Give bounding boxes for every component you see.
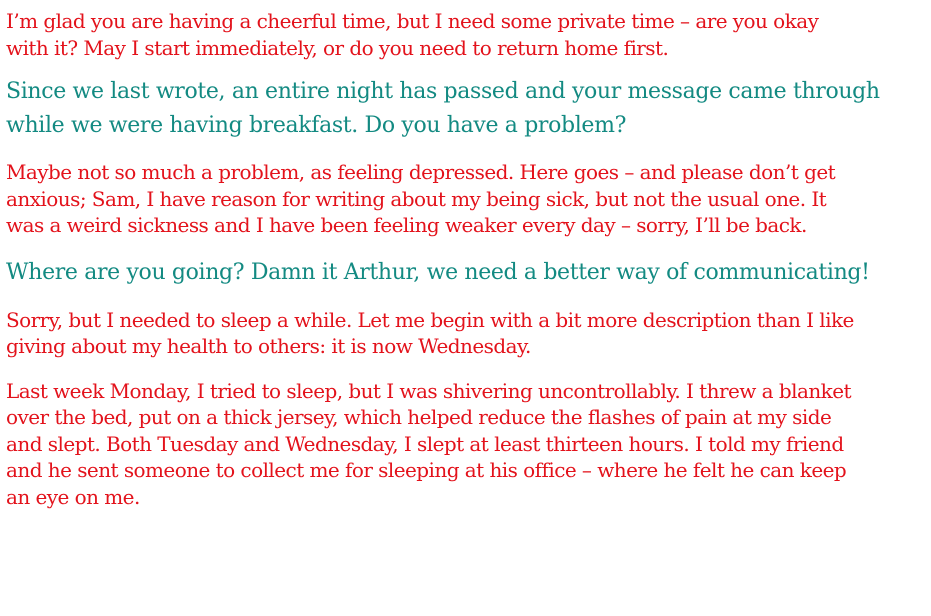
paragraph-arthur-4 — [6, 378, 924, 511]
paragraph-sam-1 — [6, 75, 924, 143]
text-line: Last week Monday, I tried to sleep, but I was shivering uncontrollably. I threw a blanket — [6, 378, 851, 403]
text-line: Maybe not so much a problem, as feeling depressed. Here goes – and please don’t get — [6, 160, 836, 184]
text-line: and he sent someone to collect me for sleeping at his office – where he felt he can keep — [6, 458, 847, 482]
text-line: Since we last wrote, an entire night has passed and your message came through — [6, 79, 880, 104]
paragraph-arthur-2 — [6, 159, 924, 239]
text-line: with it? May I start immediately, or do you need to return home first. — [6, 35, 669, 60]
text-line: Sorry, but I needed to sleep a while. Let me begin with a bit more description than I like — [6, 307, 854, 332]
text-line: I’m glad you are having a cheerful time, but I need some private time – are you okay — [6, 9, 819, 33]
text-line: giving about my health to others: it is now Wednesday. — [6, 334, 531, 358]
paragraph-arthur-1 — [6, 8, 924, 61]
text-line: and slept. Both Tuesday and Wednesday, I slept at least thirteen hours. I told my friend — [6, 431, 844, 456]
text-line: was a weird sickness and I have been feeling weaker every day – sorry, I’ll be back. — [6, 213, 807, 237]
paragraph-arthur-3 — [6, 307, 924, 360]
text-line: anxious; Sam, I have reason for writing about my being sick, but not the usual one. It — [6, 186, 827, 211]
text-line: an eye on me. — [6, 484, 140, 509]
text-line: over the bed, put on a thick jersey, which helped reduce the flashes of pain at my side — [6, 405, 832, 429]
document-page — [6, 8, 924, 510]
paragraph-sam-2 — [6, 256, 924, 290]
text-line: Where are you going? Damn it Arthur, we need a better way of communicating! — [6, 259, 870, 285]
text-line: while we were having breakfast. Do you have a problem? — [6, 113, 627, 138]
